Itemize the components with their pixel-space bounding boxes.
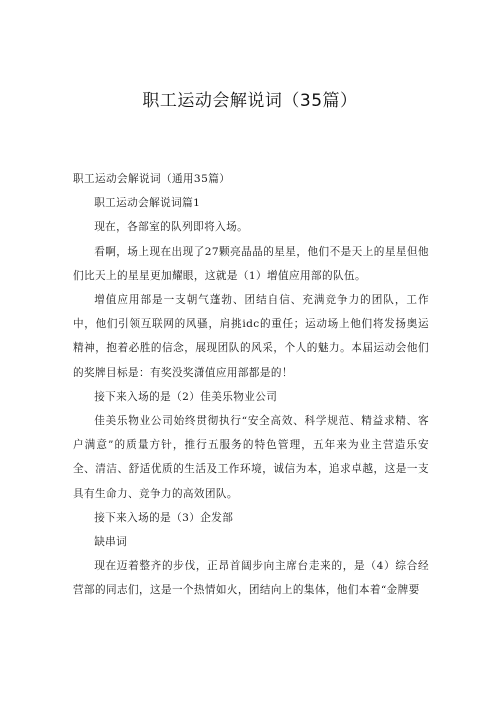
paragraph: 看啊，场上现在出现了27颗亮晶晶的星星，他们不是天上的星星但他们比天上的星星更加耀眼，这就是（1）增值应用部的队伍。 [73,245,429,282]
paragraph: 佳美乐物业公司始终贯彻执行“安全高效、科学规范、精益求精、客户满意”的质量方针，推行五服务的特色管理，五年来为业主营造乐安全、清洁、舒适优质的生活及工作环境，诚信为本，追求卓越，这是一支具有生命力、竞争力的高效团队。 [73,415,429,500]
paragraph: 现在迈着整齐的步伐，正昂首阔步向主席台走来的，是（4）综合经营部的同志们，这是一个热情如火，团结向上的集体，他们本着“金牌要 [73,560,429,597]
document-body [73,167,429,603]
paragraph: 现在，各部室的队列即将入场。 [94,221,249,234]
paragraph: 接下来入场的是（2）佳美乐物业公司 [94,390,278,403]
paragraph: 增值应用部是一支朝气蓬勃、团结自信、充满竞争力的团队，工作中，他们引领互联网的风骚，肩挑idc的重任；运动场上他们将发扬奥运精神，抱着必胜的信念，展现团队的风采，个人的魅力。本届运动会他们的奖牌目标是：有奖没奖潇值应用部都是的！ [73,294,429,379]
paragraph: 职工运动会解说词（通用35篇） [73,173,231,185]
paragraph: 接下来入场的是（3）企发部 [94,511,234,524]
paragraph: 缺串词 [94,536,128,549]
page-title: 职工运动会解说词（35篇） [142,91,358,111]
paragraph: 职工运动会解说词篇1 [94,197,201,210]
